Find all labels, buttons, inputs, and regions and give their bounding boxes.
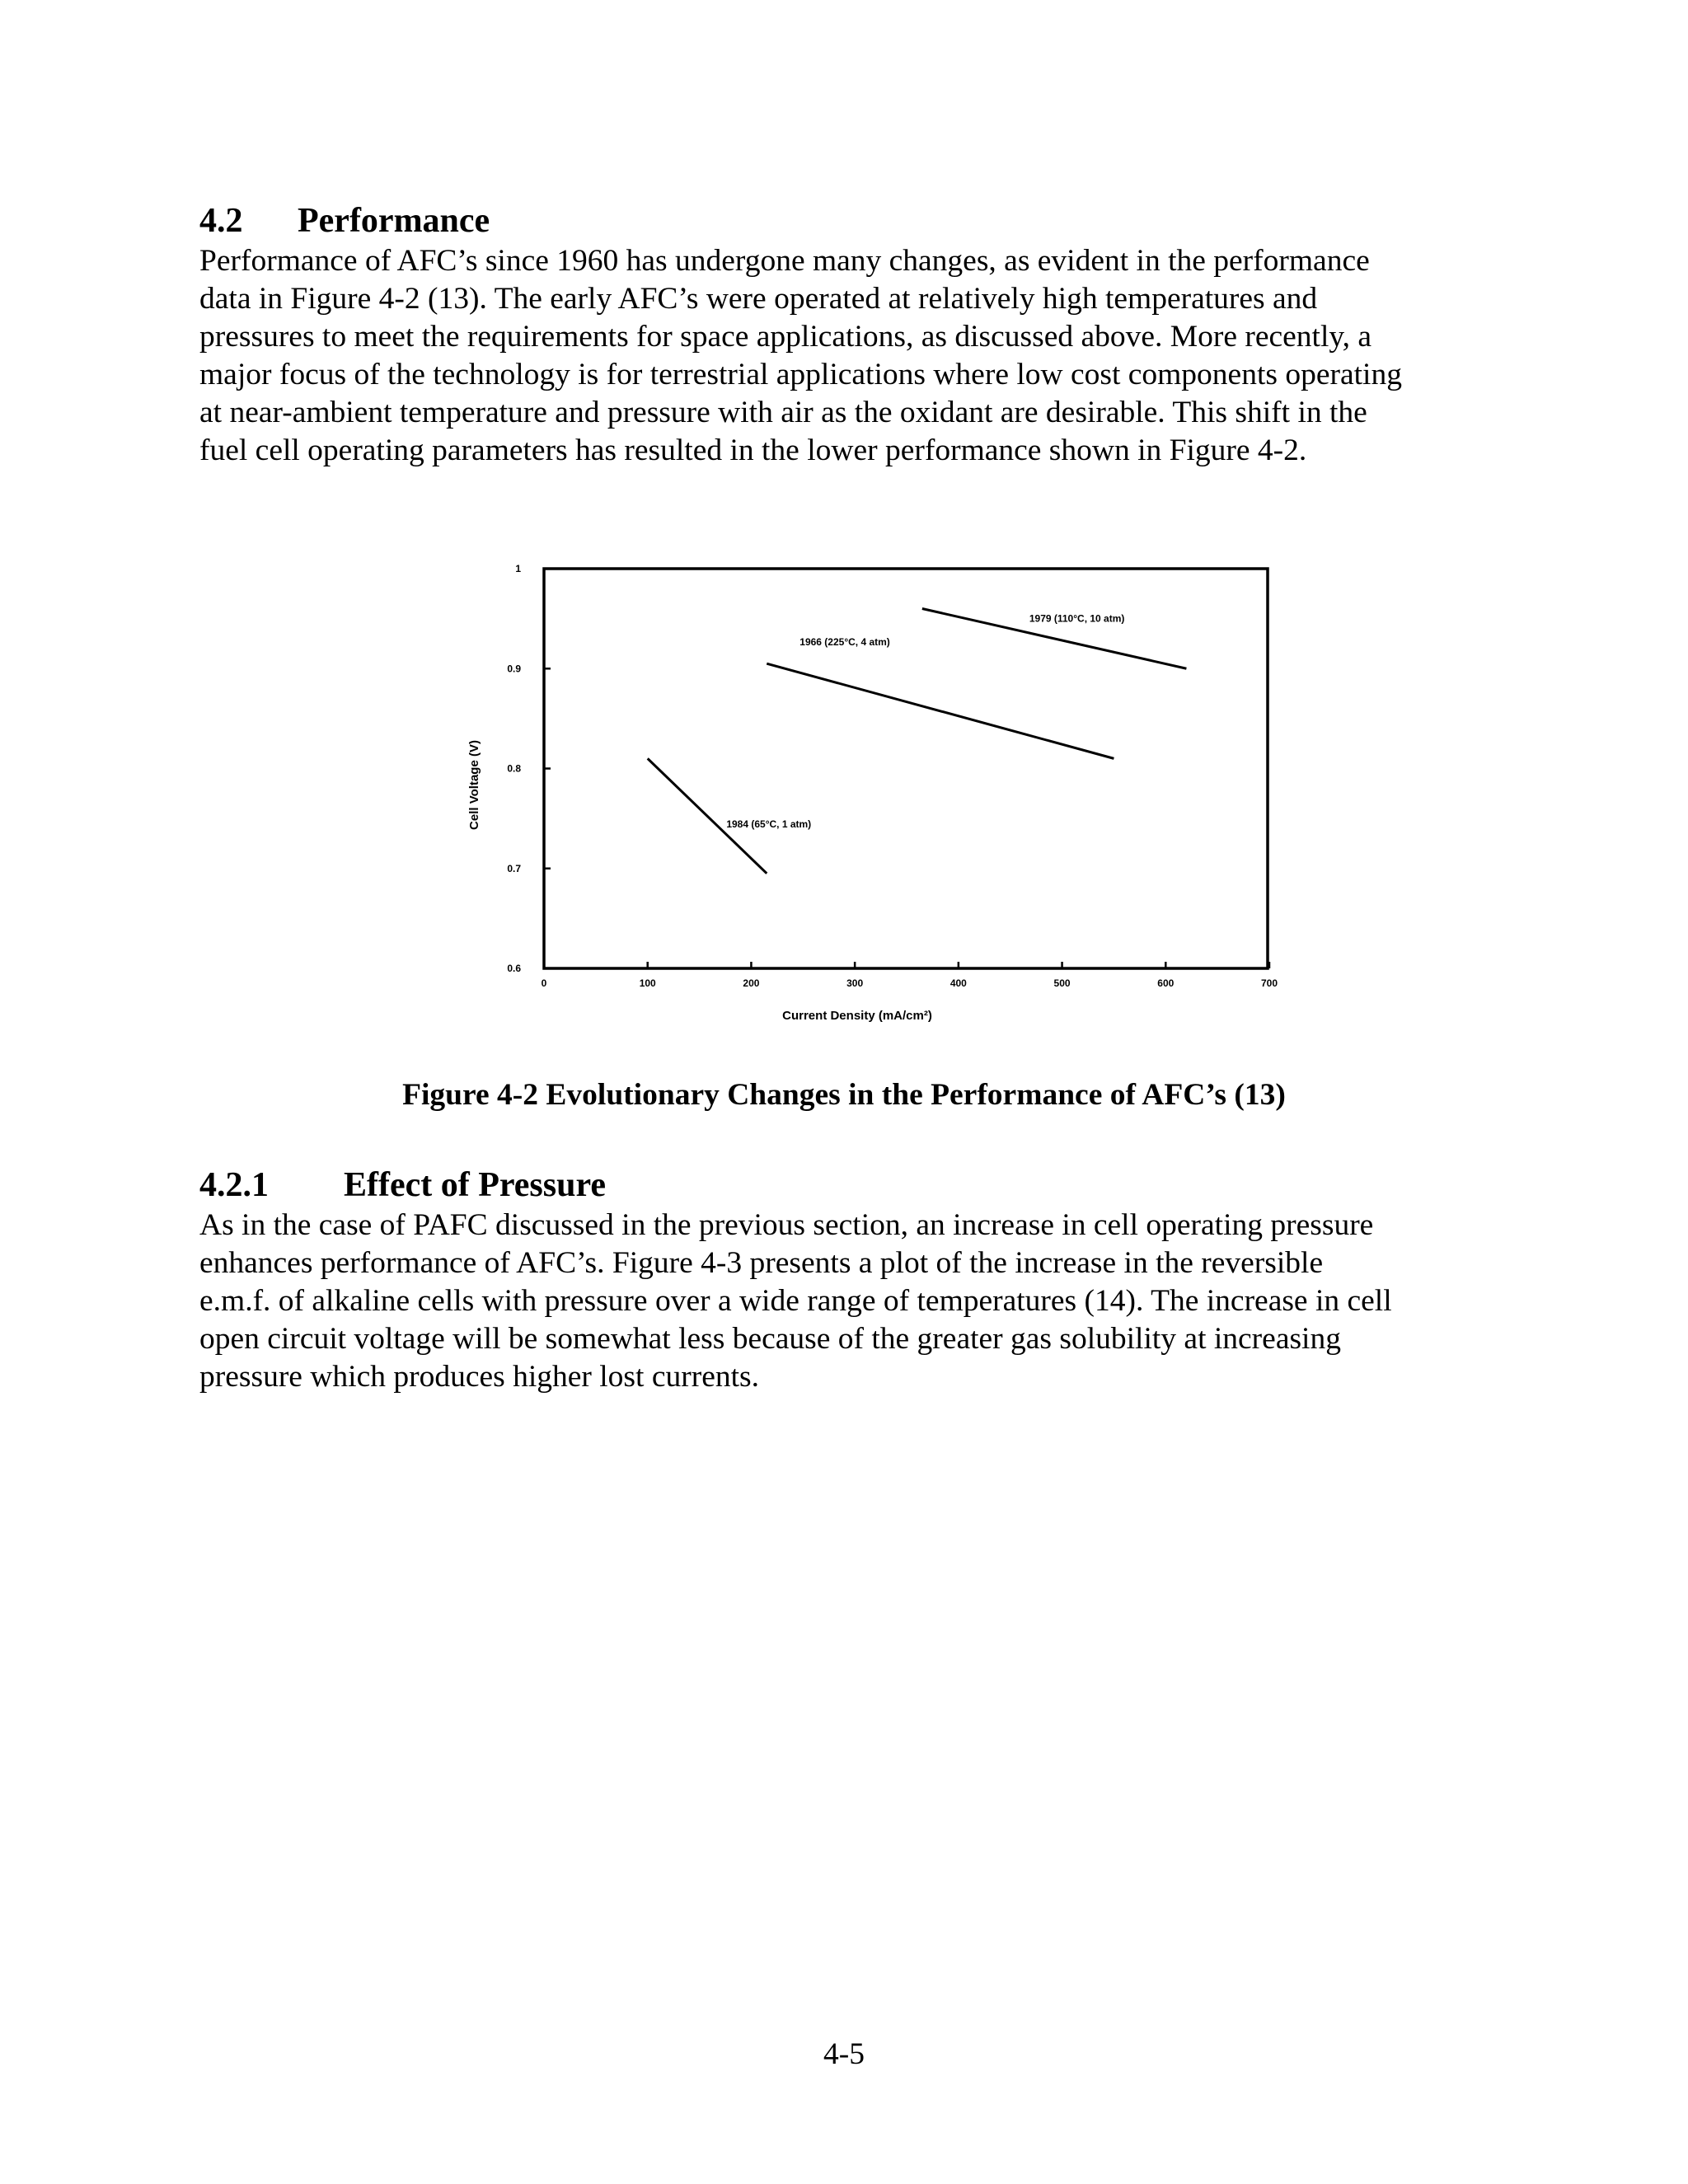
subsection-paragraph	[199, 1207, 1502, 1396]
subsection-number: 4.2.1	[199, 1166, 269, 1204]
paragraph-line: Performance of AFC’s since 1960 has undergone many changes, as evident in the performance	[199, 244, 1370, 278]
paragraph-line: enhances performance of AFC’s. Figure 4-3 presents a plot of the increase in the reversible	[199, 1246, 1324, 1280]
x-tick-label: 700	[1260, 977, 1278, 989]
series-line	[648, 758, 767, 873]
section-title: Performance	[298, 202, 490, 240]
series-label: 1979 (110°C, 10 atm)	[1029, 612, 1125, 625]
paragraph-line: As in the case of PAFC discussed in the previous section, an increase in cell operating pressure	[199, 1208, 1374, 1242]
y-tick-label: 0.9	[507, 663, 521, 675]
x-tick-label: 100	[639, 977, 656, 989]
x-tick-label: 0	[541, 977, 547, 989]
x-ticks	[542, 962, 1278, 989]
paragraph-line: major focus of the technology is for terrestrial applications where low cost components operating	[199, 358, 1402, 391]
subsection-heading	[199, 1165, 606, 1205]
series-label: 1966 (225°C, 4 atm)	[799, 636, 890, 649]
x-tick-label: 300	[846, 977, 864, 989]
section-paragraph	[199, 242, 1502, 470]
chart-axes	[544, 569, 1268, 968]
section-heading	[199, 201, 490, 241]
y-tick-label: 1	[515, 563, 521, 574]
x-tick-label: 400	[950, 977, 967, 989]
x-tick-label: 200	[743, 977, 760, 989]
y-tick-label: 0.6	[507, 963, 521, 974]
y-tick-label: 0.7	[507, 862, 521, 874]
performance-chart	[445, 544, 1278, 1038]
paragraph-line: at near-ambient temperature and pressure with air as the oxidant are desirable. This shift in the	[199, 396, 1367, 429]
figure-caption: Figure 4-2 Evolutionary Changes in the Performance of AFC’s (13)	[402, 1078, 1286, 1112]
x-tick-label: 600	[1157, 977, 1175, 989]
section-number: 4.2	[199, 202, 243, 240]
series-lines	[648, 609, 1187, 874]
x-axis-label: Current Density (mA/cm²)	[782, 1009, 932, 1023]
plot-frame	[544, 569, 1268, 968]
series-label: 1984 (65°C, 1 atm)	[726, 818, 812, 831]
paragraph-line: e.m.f. of alkaline cells with pressure over a wide range of temperatures (14). The increase in cell	[199, 1284, 1392, 1318]
paragraph-line: fuel cell operating parameters has resulted in the lower performance shown in Figure 4-2.	[199, 434, 1307, 467]
subsection-title: Effect of Pressure	[344, 1166, 606, 1204]
paragraph-line: open circuit voltage will be somewhat less because of the greater gas solubility at increasing	[199, 1322, 1341, 1356]
y-tick-label: 0.8	[507, 762, 521, 775]
series-labels	[726, 613, 1124, 831]
paragraph-line: data in Figure 4-2 (13). The early AFC’s were operated at relatively high temperatures and	[199, 282, 1318, 316]
paragraph-line: pressure which produces higher lost currents.	[199, 1360, 759, 1394]
page-number: 4-5	[823, 2037, 865, 2071]
series-line	[767, 663, 1114, 758]
x-tick-label: 500	[1053, 977, 1071, 989]
paragraph-line: pressures to meet the requirements for space applications, as discussed above. More recently, a	[199, 320, 1372, 354]
y-axis-label: Cell Voltage (V)	[467, 740, 481, 830]
